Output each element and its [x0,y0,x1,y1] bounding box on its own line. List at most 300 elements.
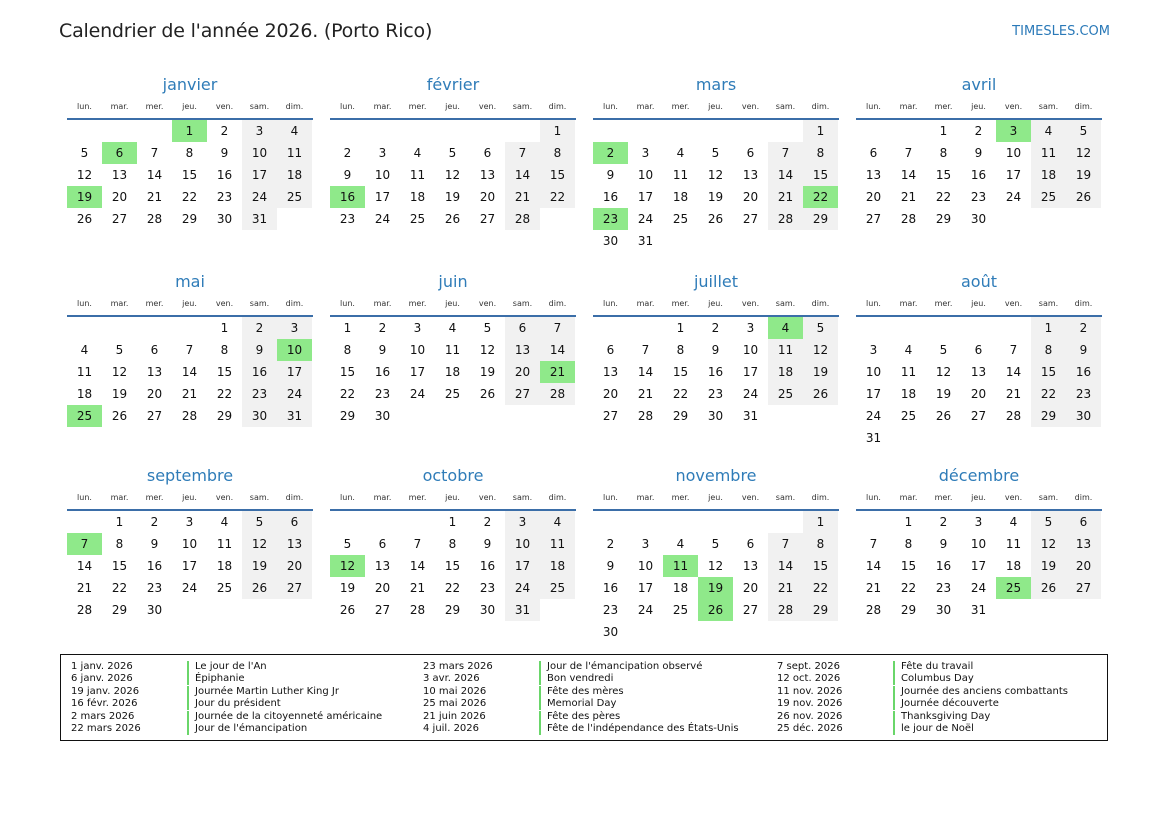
legend-holiday-name: Fête des pères [547,710,621,722]
day-cell: 11 [540,533,575,555]
day-empty [628,511,663,533]
day-cell: 19 [339,581,356,595]
day-holiday: 12 [330,555,365,577]
weekday-label: dim. [548,299,567,308]
day-cell: 1 [803,511,838,533]
day-cell: 4 [904,343,913,357]
site-link[interactable]: TIMESLES.COM [1012,24,1110,39]
day-cell: 24 [242,186,277,208]
day-cell: 12 [707,168,724,182]
legend-row [777,723,1068,735]
day-cell: 9 [483,537,492,551]
day-cell: 12 [803,339,838,361]
day-cell: 12 [1066,142,1101,164]
day-cell: 16 [242,361,277,383]
legend-date: 11 nov. 2026 [777,685,843,697]
day-grid [593,511,838,643]
day-cell: 27 [374,603,391,617]
day-cell: 9 [343,168,352,182]
day-cell: 31 [637,234,654,248]
legend-row [423,723,739,735]
day-cell: 11 [409,168,426,182]
day-cell: 15 [900,559,917,573]
legend-marker [187,698,189,710]
day-cell: 14 [1005,365,1022,379]
day-cell: 6 [150,343,159,357]
day-cell: 10 [242,142,277,164]
day-empty [365,511,400,533]
day-cell: 19 [935,387,952,401]
day-cell: 18 [672,581,689,595]
legend-holiday-name: Columbus Day [901,673,974,685]
day-cell: 16 [479,559,496,573]
day-cell: 20 [505,361,540,383]
weekday-label: jeu. [182,102,197,111]
day-cell: 26 [935,409,952,423]
weekday-label: dim. [1074,299,1093,308]
legend-holiday-name: Journée Martin Luther King Jr [195,685,339,697]
legend-marker [539,661,541,673]
holiday-legend [60,654,1108,741]
day-cell: 27 [1066,577,1101,599]
weekday-label: ven. [741,493,760,502]
day-cell: 20 [374,581,391,595]
day-cell: 27 [479,212,496,226]
day-cell: 22 [444,581,461,595]
legend-date: 19 janv. 2026 [71,685,140,697]
day-empty [996,317,1031,339]
day-empty [891,317,926,339]
day-cell: 17 [970,559,987,573]
day-cell: 13 [277,533,312,555]
day-cell: 21 [865,581,882,595]
legend-marker [539,723,541,735]
day-cell: 10 [637,168,654,182]
day-cell: 19 [111,387,128,401]
day-cell: 15 [339,365,356,379]
day-cell: 31 [505,599,540,621]
legend-row [423,698,739,710]
day-cell: 29 [1031,405,1066,427]
day-cell: 18 [1031,164,1066,186]
day-cell: 4 [1031,120,1066,142]
legend-holiday-name: Jour de l'émancipation observé [547,661,703,672]
day-cell: 30 [479,603,496,617]
day-cell: 2 [606,537,615,551]
month-8 [856,269,1102,449]
day-holiday: 25 [996,577,1031,599]
weekday-label: mar. [899,102,918,111]
day-empty [768,511,803,533]
day-empty [768,120,803,142]
day-cell: 17 [374,190,391,204]
day-cell: 4 [80,343,89,357]
legend-row [71,711,382,723]
legend-row [71,723,382,735]
day-cell: 28 [1005,409,1022,423]
day-cell: 15 [803,164,838,186]
day-cell: 7 [540,317,575,339]
day-cell: 25 [1031,186,1066,208]
day-cell: 3 [505,511,540,533]
day-cell: 6 [869,146,878,160]
weekday-label: jeu. [445,102,460,111]
weekday-label: mar. [110,102,129,111]
day-cell: 4 [676,146,685,160]
legend-holiday-name: Jour de l'émancipation [195,722,308,734]
month-name: juin [438,272,468,291]
day-cell: 26 [707,212,724,226]
day-cell: 24 [865,409,882,423]
day-cell: 3 [277,317,312,339]
day-cell: 26 [339,603,356,617]
day-cell: 10 [970,537,987,551]
month-name: août [960,272,997,291]
day-cell: 23 [242,383,277,405]
legend-marker [893,698,895,710]
weekday-label: mar. [899,493,918,502]
legend-row [71,673,382,685]
day-cell: 13 [479,168,496,182]
day-cell: 8 [939,146,948,160]
weekday-label: sam. [1038,299,1059,308]
weekday-label: mar. [636,299,655,308]
legend-holiday-name: Jour du président [195,698,281,710]
weekday-label: mer. [671,299,690,308]
day-grid [856,120,1101,230]
weekday-label: lun. [866,102,881,111]
day-cell: 3 [641,537,650,551]
day-holiday: 16 [330,186,365,208]
day-cell: 21 [637,387,654,401]
day-cell: 10 [742,343,759,357]
day-cell: 28 [637,409,654,423]
day-cell: 29 [339,409,356,423]
legend-date: 2 mars 2026 [71,710,135,722]
day-cell: 3 [185,515,194,529]
weekday-label: dim. [811,102,830,111]
day-cell: 7 [505,142,540,164]
day-cell: 24 [374,212,391,226]
day-cell: 27 [602,409,619,423]
day-empty [926,317,961,339]
weekday-label: mer. [934,299,953,308]
day-cell: 5 [343,537,352,551]
day-cell: 3 [974,515,983,529]
weekday-header [856,98,1102,120]
day-cell: 2 [483,515,492,529]
day-holiday: 7 [67,533,102,555]
legend-row [777,711,1068,723]
day-empty [698,120,733,142]
day-empty [856,511,891,533]
legend-marker [893,711,895,723]
day-cell: 5 [711,537,720,551]
day-cell: 30 [970,212,987,226]
day-holiday: 19 [67,186,102,208]
day-cell: 24 [277,383,312,405]
day-cell: 1 [904,515,913,529]
day-holiday: 23 [593,208,628,230]
day-cell: 17 [637,190,654,204]
weekday-label: dim. [1074,102,1093,111]
day-cell: 22 [672,387,689,401]
day-cell: 29 [111,603,128,617]
day-cell: 9 [150,537,159,551]
day-cell: 25 [409,212,426,226]
day-cell: 3 [413,321,422,335]
day-cell: 10 [409,343,426,357]
day-cell: 28 [146,212,163,226]
legend-holiday-name: Thanksgiving Day [901,710,991,722]
legend-marker [893,686,895,698]
legend-holiday-name: Fête des mères [547,685,624,697]
day-cell: 23 [339,212,356,226]
month-6 [330,269,576,427]
day-cell: 14 [76,559,93,573]
day-grid [330,511,575,621]
legend-marker [187,723,189,735]
legend-holiday-name: Journée des anciens combattants [901,685,1068,697]
weekday-label: jeu. [708,493,723,502]
weekday-label: mar. [373,299,392,308]
month-name: juillet [693,272,739,291]
day-empty [505,120,540,142]
weekday-label: lun. [603,493,618,502]
day-cell: 26 [242,577,277,599]
day-cell: 18 [277,164,312,186]
legend-row [423,686,739,698]
day-cell: 2 [1066,317,1101,339]
day-empty [102,120,137,142]
day-cell: 15 [803,555,838,577]
day-cell: 1 [939,124,948,138]
day-cell: 24 [742,387,759,401]
day-cell: 8 [343,343,352,357]
weekday-label: mar. [110,493,129,502]
day-cell: 18 [216,559,233,573]
legend-column [71,661,382,735]
day-cell: 5 [483,321,492,335]
day-cell: 13 [742,559,759,573]
day-cell: 16 [1066,361,1101,383]
day-cell: 19 [803,361,838,383]
legend-column [423,661,739,735]
day-cell: 4 [448,321,457,335]
day-cell: 24 [1005,190,1022,204]
day-cell: 2 [378,321,387,335]
day-cell: 8 [904,537,913,551]
day-cell: 27 [742,212,759,226]
day-cell: 22 [181,190,198,204]
day-cell: 7 [185,343,194,357]
day-cell: 8 [115,537,124,551]
day-cell: 7 [641,343,650,357]
weekday-label: mer. [408,299,427,308]
day-cell: 14 [900,168,917,182]
day-empty [67,120,102,142]
day-empty [67,317,102,339]
day-cell: 28 [768,208,803,230]
legend-holiday-name: Journée découverte [901,698,999,710]
weekday-label: sam. [512,299,533,308]
day-cell: 12 [444,168,461,182]
day-cell: 16 [935,559,952,573]
day-cell: 10 [637,559,654,573]
day-cell: 1 [803,120,838,142]
day-cell: 22 [540,186,575,208]
weekday-label: lun. [77,299,92,308]
day-cell: 13 [865,168,882,182]
day-holiday: 19 [698,577,733,599]
day-cell: 23 [374,387,391,401]
day-cell: 23 [935,581,952,595]
day-cell: 20 [865,190,882,204]
weekday-header [330,98,576,120]
weekday-label: jeu. [971,299,986,308]
day-cell: 9 [939,537,948,551]
day-cell: 13 [146,365,163,379]
day-cell: 14 [768,164,803,186]
day-cell: 11 [277,142,312,164]
weekday-label: mer. [934,493,953,502]
weekday-label: lun. [77,493,92,502]
month-5 [67,269,313,427]
day-cell: 18 [1005,559,1022,573]
day-empty [365,120,400,142]
day-cell: 21 [900,190,917,204]
day-cell: 20 [277,555,312,577]
day-cell: 6 [1066,511,1101,533]
day-cell: 6 [505,317,540,339]
day-cell: 23 [146,581,163,595]
legend-marker [893,723,895,735]
month-name: mai [175,272,205,291]
day-cell: 24 [970,581,987,595]
month-2 [330,72,576,230]
day-cell: 30 [602,625,619,639]
legend-date: 7 sept. 2026 [777,661,840,672]
day-cell: 21 [76,581,93,595]
month-7 [593,269,839,427]
weekday-label: sam. [775,493,796,502]
day-grid [856,317,1101,449]
day-empty [172,317,207,339]
day-cell: 14 [768,555,803,577]
day-cell: 30 [146,603,163,617]
day-cell: 28 [900,212,917,226]
weekday-header [593,489,839,511]
day-cell: 18 [76,387,93,401]
day-cell: 1 [676,321,685,335]
weekday-label: lun. [866,299,881,308]
day-cell: 27 [111,212,128,226]
month-11 [593,463,839,643]
day-cell: 2 [220,124,229,138]
day-cell: 1 [115,515,124,529]
day-cell: 21 [505,186,540,208]
day-cell: 11 [900,365,917,379]
day-cell: 15 [540,164,575,186]
day-cell: 26 [76,212,93,226]
weekday-label: dim. [1074,493,1093,502]
day-cell: 26 [111,409,128,423]
weekday-header [593,295,839,317]
day-cell: 30 [707,409,724,423]
day-empty [400,120,435,142]
day-cell: 17 [1005,168,1022,182]
day-cell: 7 [413,537,422,551]
legend-row [777,686,1068,698]
day-cell: 24 [505,577,540,599]
legend-marker [539,698,541,710]
day-cell: 13 [1066,533,1101,555]
weekday-label: dim. [811,493,830,502]
weekday-label: lun. [340,102,355,111]
weekday-label: jeu. [445,493,460,502]
day-cell: 26 [1031,577,1066,599]
legend-date: 4 juil. 2026 [423,722,480,734]
day-cell: 8 [448,537,457,551]
day-empty [67,511,102,533]
day-cell: 2 [939,515,948,529]
month-name: avril [961,75,997,94]
day-cell: 3 [242,120,277,142]
day-cell: 18 [768,361,803,383]
legend-marker [187,661,189,673]
day-empty [137,120,172,142]
legend-holiday-name: Fête du travail [901,661,974,672]
day-grid [330,317,575,427]
day-cell: 8 [676,343,685,357]
day-empty [961,317,996,339]
day-cell: 1 [1031,317,1066,339]
day-cell: 6 [606,343,615,357]
day-cell: 16 [216,168,233,182]
day-cell: 13 [111,168,128,182]
day-cell: 22 [216,387,233,401]
day-cell: 31 [277,405,312,427]
day-grid [67,120,312,230]
weekday-label: dim. [285,493,304,502]
legend-row [71,698,382,710]
weekday-label: sam. [775,299,796,308]
day-cell: 18 [540,555,575,577]
day-cell: 12 [76,168,93,182]
day-cell: 6 [746,537,755,551]
day-cell: 27 [865,212,882,226]
day-cell: 22 [935,190,952,204]
day-cell: 4 [1009,515,1018,529]
day-cell: 22 [111,581,128,595]
day-cell: 29 [900,603,917,617]
day-cell: 11 [672,168,689,182]
day-cell: 17 [409,365,426,379]
day-cell: 22 [1031,383,1066,405]
legend-date: 16 févr. 2026 [71,698,138,710]
day-cell: 13 [602,365,619,379]
day-empty [663,120,698,142]
day-cell: 28 [865,603,882,617]
weekday-label: jeu. [708,102,723,111]
legend-date: 10 mai 2026 [423,685,487,697]
day-cell: 14 [146,168,163,182]
weekday-label: sam. [775,102,796,111]
day-cell: 16 [707,365,724,379]
day-cell: 9 [220,146,229,160]
legend-date: 26 nov. 2026 [777,710,843,722]
legend-marker [187,711,189,723]
